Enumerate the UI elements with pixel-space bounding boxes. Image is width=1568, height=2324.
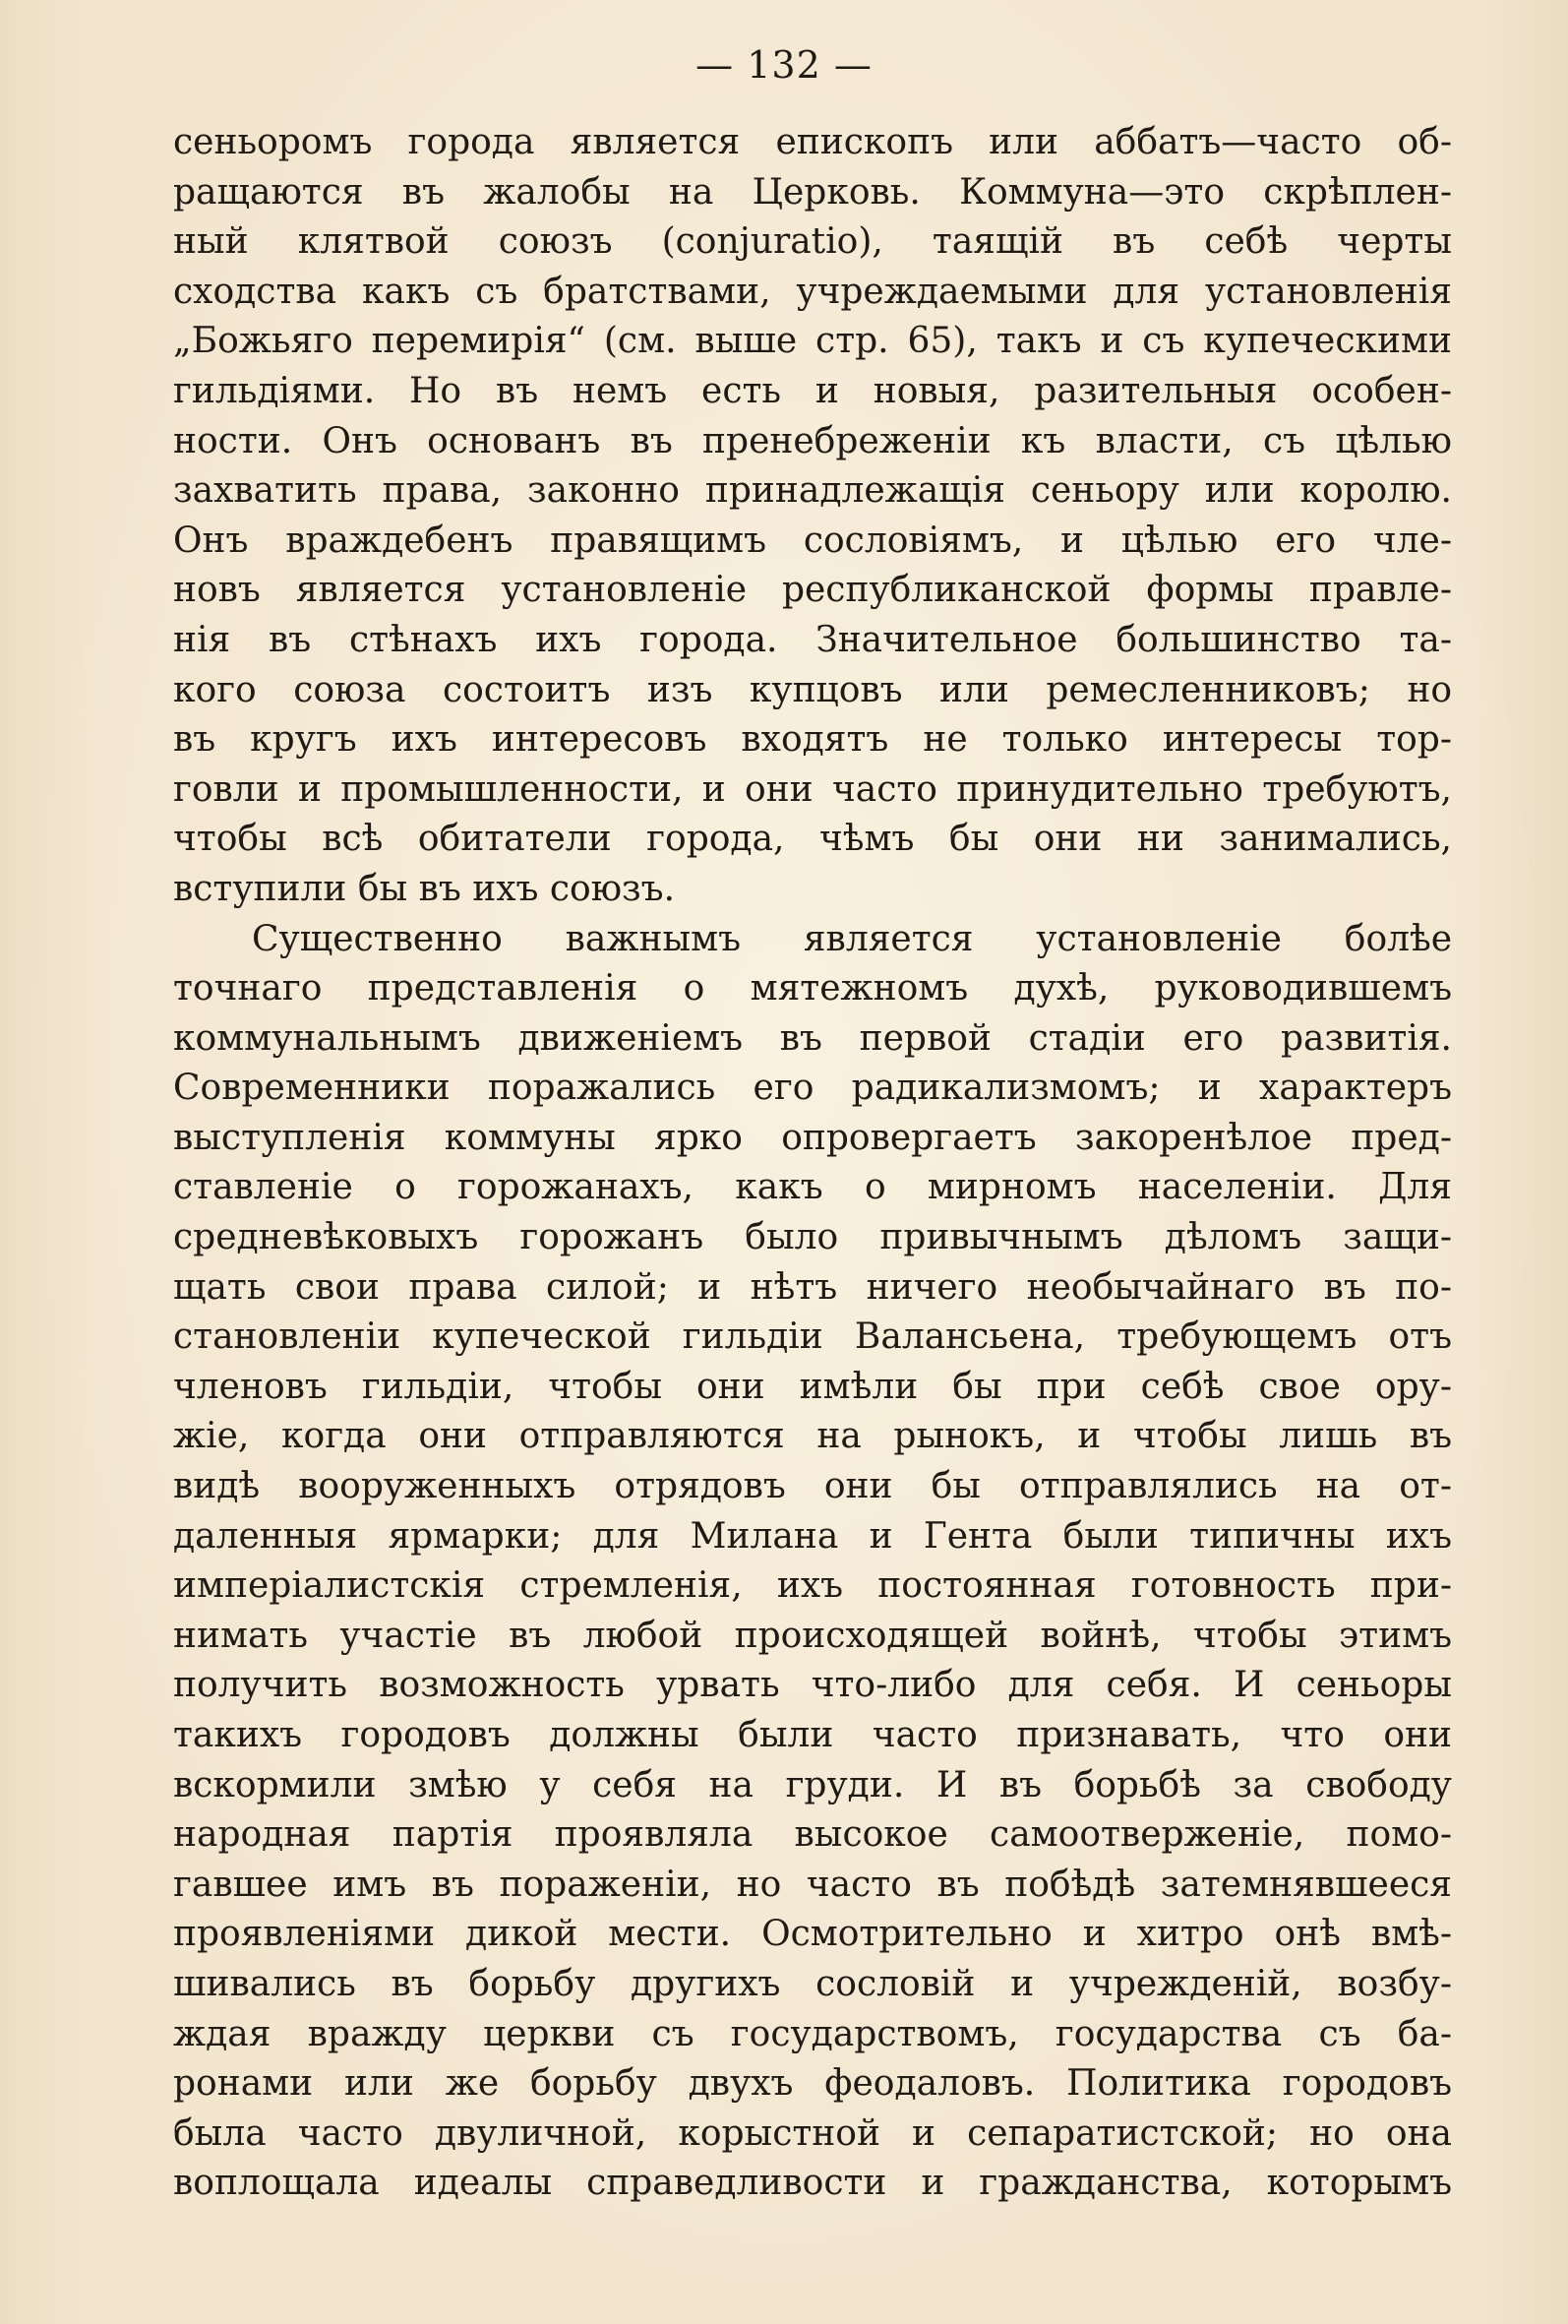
text-line: вступили бы въ ихъ союзъ. <box>173 868 676 909</box>
text-line: чтобы всѣ обитатели города, чѣмъ бы они ни занимались, <box>173 819 1452 860</box>
text-line: имперіалистскія стремленія, ихъ постоянная готовность при- <box>173 1565 1452 1607</box>
text-line: нимать участіе въ любой происходящей войнѣ, чтобы этимъ <box>173 1615 1452 1656</box>
text-line: ставленіе о горожанахъ, какъ о мирномъ населеніи. Для <box>173 1167 1452 1208</box>
text-line: захватить права, законно принадлежащія сеньору или королю. <box>173 470 1452 512</box>
text-line: народная партія проявляла высокое самоотверженіе, помо- <box>173 1814 1452 1856</box>
text-line: средневѣковыхъ горожанъ было привычнымъ дѣломъ защи- <box>173 1217 1452 1258</box>
text-line: ности. Онъ основанъ въ пренебреженіи къ власти, съ цѣлью <box>173 420 1452 461</box>
page-number: — 132 — <box>695 43 873 87</box>
text-line: коммунальнымъ движеніемъ въ первой стадіи его развитія. <box>173 1017 1452 1059</box>
text-line: получить возможность урвать что-либо для себя. И сеньоры <box>173 1665 1452 1706</box>
text-line: воплощала идеалы справедливости и гражданства, которымъ <box>173 2163 1452 2204</box>
body-text <box>173 118 1452 2209</box>
text-line: ронами или же борьбу двухъ феодаловъ. Политика городовъ <box>173 2063 1452 2105</box>
text-line: „Божьяго перемирія“ (см. выше стр. 65), такъ и съ купеческими <box>173 321 1452 362</box>
text-line: точнаго представленія о мятежномъ духѣ, руководившемъ <box>173 968 1452 1009</box>
text-line: видѣ вооруженныхъ отрядовъ они бы отправлялись на от- <box>173 1466 1452 1507</box>
text-line: ращаются въ жалобы на Церковь. Коммуна—это скрѣплен- <box>173 171 1452 213</box>
text-line: кого союза состоитъ изъ купцовъ или ремесленниковъ; но <box>173 669 1452 710</box>
text-line: сеньоромъ города является епископъ или аббатъ—часто об- <box>173 122 1452 162</box>
text-line: говли и промышленности, и они часто принудительно требуютъ, <box>173 768 1452 810</box>
text-line: проявленіями дикой мести. Осмотрительно и хитро онѣ вмѣ- <box>173 1914 1452 1955</box>
text-line: нія въ стѣнахъ ихъ города. Значительное большинство та- <box>173 619 1452 660</box>
text-line: Современники поражались его радикализмомъ; и характеръ <box>173 1068 1452 1109</box>
text-line: Онъ враждебенъ правящимъ сословіямъ, и цѣлью его чле- <box>173 520 1452 561</box>
paragraph-2 <box>173 915 1452 2209</box>
text-line: даленныя ярмарки; для Милана и Гента были типичны ихъ <box>173 1515 1452 1557</box>
text-line: сходства какъ съ братствами, учреждаемыми для установленія <box>173 271 1452 312</box>
text-line: вскормили змѣю у себя на груди. И въ борьбѣ за свободу <box>173 1764 1452 1805</box>
text-line: была часто двуличной, корыстной и сепаратистской; но она <box>173 2112 1452 2154</box>
text-line: щать свои права силой; и нѣтъ ничего необычайнаго въ по- <box>173 1266 1452 1308</box>
text-line: шивались въ борьбу другихъ сословій и учрежденій, возбу- <box>173 1963 1452 2004</box>
text-line: гавшее имъ въ пораженіи, но часто въ побѣдѣ затемнявшееся <box>173 1864 1452 1905</box>
text-line: выступленія коммуны ярко опровергаетъ закоренѣлое пред- <box>173 1117 1452 1158</box>
paragraph-1 <box>173 118 1452 915</box>
text-line: ждая вражду церкви съ государствомъ, государства съ ба- <box>173 2013 1452 2054</box>
text-line: жіе, когда они отправляются на рынокъ, и чтобы лишь въ <box>173 1416 1452 1457</box>
text-line: гильдіями. Но въ немъ есть и новыя, разительныя особен- <box>173 370 1452 411</box>
text-line: становленіи купеческой гильдіи Валансьена, требующемъ отъ <box>173 1316 1452 1358</box>
text-line: ный клятвой союзъ (conjuratio), таящій въ себѣ черты <box>173 221 1452 263</box>
text-line: такихъ городовъ должны были часто признавать, что они <box>173 1715 1452 1755</box>
text-line: новъ является установленіе республиканской формы правле- <box>173 570 1452 611</box>
text-line: членовъ гильдіи, чтобы они имѣли бы при себѣ свое ору- <box>173 1366 1452 1407</box>
text-line: въ кругъ ихъ интересовъ входятъ не только интересы тор- <box>173 719 1452 761</box>
text-line: Существенно важнымъ является установленіе болѣе <box>252 918 1452 959</box>
